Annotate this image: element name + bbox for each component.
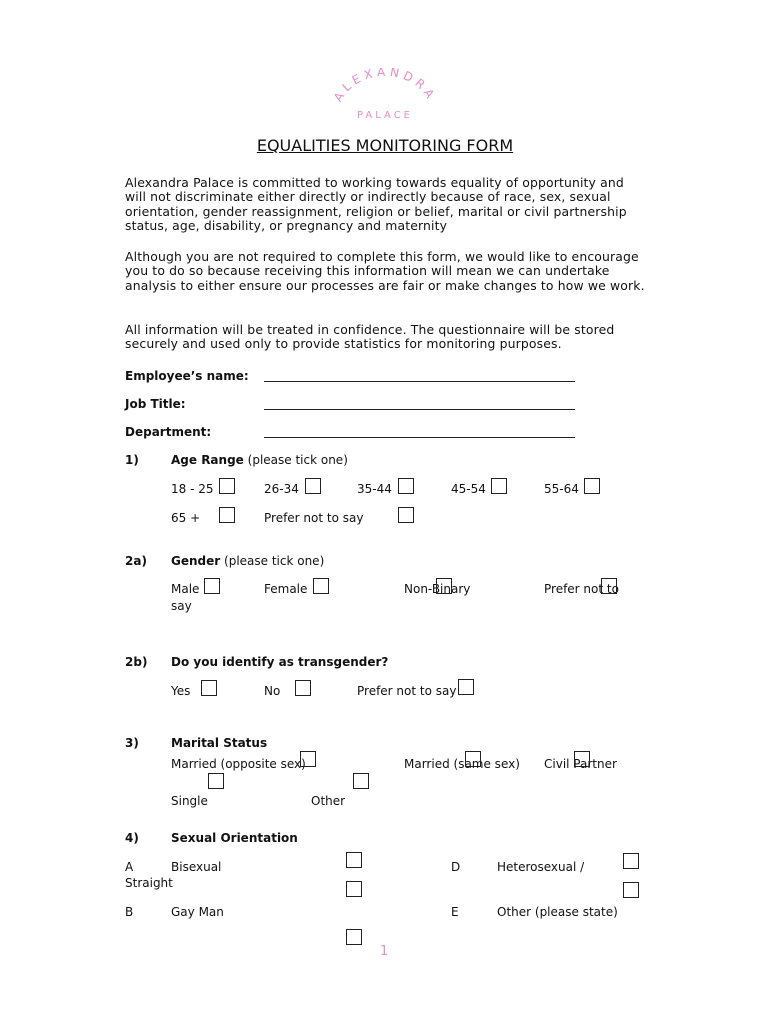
marital-married-same-checkbox[interactable] [465,751,481,767]
gender-option-label: Female [264,582,308,596]
orientation-option-label: Heterosexual / [497,860,585,874]
orientation-gay-man-checkbox[interactable] [346,881,362,897]
q2a-number: 2a) [125,554,147,568]
q2a-heading: Gender [171,554,221,568]
transgender-prefer-not-checkbox[interactable] [458,679,474,695]
marital-single-checkbox[interactable] [208,773,224,789]
q4-heading: Sexual Orientation [171,831,298,845]
q2a-heading-row [171,554,324,568]
orientation-heterosexual-checkbox[interactable] [623,853,639,869]
age-65-plus-checkbox[interactable] [219,507,235,523]
age-prefer-not-checkbox[interactable] [398,507,414,523]
age-option-label: 65 + [171,511,201,525]
gender-option-label: Prefer not to [544,582,619,596]
age-option-label: 26-34 [264,482,299,496]
marital-option-label: Married (opposite sex) [171,757,306,771]
intro-paragraph-3: All information will be treated in confidence. The questionnaire will be stored securely and used only to provide statistics for monitoring purposes. [125,322,615,352]
transgender-yes-checkbox[interactable] [201,680,217,696]
q1-heading-row [171,453,348,467]
orientation-option-label: Other (please state) [497,905,618,919]
orientation-extra-checkbox[interactable] [346,929,362,945]
q1-heading: Age Range [171,453,244,467]
age-option-label: 45-54 [451,482,486,496]
age-option-label: Prefer not to say [264,511,364,525]
marital-civil-partner-checkbox[interactable] [574,751,590,767]
alexandra-palace-logo [320,68,450,128]
transgender-option-label: Prefer not to say [357,684,457,698]
orientation-bisexual-checkbox[interactable] [346,852,362,868]
marital-married-opposite-checkbox[interactable] [300,751,316,767]
q3-number: 3) [125,736,139,750]
page-title: EQUALITIES MONITORING FORM [256,136,514,155]
intro-paragraph-2: Although you are not required to complete this form, we would like to encourage you to do so because receiving this information will mean we can undertake analysis to either ensure our processes are fair or make changes to how we work. [125,249,645,293]
marital-other-checkbox[interactable] [353,773,369,789]
q2a-note: (please tick one) [224,554,325,568]
logo-arc-text: ALEXANDRA [330,68,440,105]
orientation-letter: E [451,905,459,919]
q1-note: (please tick one) [247,453,348,467]
age-18-25-checkbox[interactable] [219,478,235,494]
q2b-heading: Do you identify as transgender? [171,655,389,669]
employee-name-field[interactable] [264,381,575,382]
gender-prefer-not-checkbox[interactable] [601,578,617,594]
employee-name-label: Employee’s name: [125,369,249,383]
department-field[interactable] [264,437,575,438]
q2b-number: 2b) [125,655,148,669]
q3-heading: Marital Status [171,736,268,750]
age-option-label: 35-44 [357,482,392,496]
marital-option-label: Civil Partner [544,757,617,771]
marital-option-label: Other [311,794,346,808]
transgender-no-checkbox[interactable] [295,680,311,696]
transgender-option-label: Yes [171,684,191,698]
marital-option-label: Single [171,794,208,808]
orientation-option-label: Straight [125,876,173,890]
transgender-option-label: No [264,684,281,698]
svg-text:ALEXANDRA [331,68,439,104]
gender-female-checkbox[interactable] [313,578,329,594]
age-option-label: 55-64 [544,482,579,496]
orientation-letter: B [125,905,134,919]
job-title-label: Job Title: [125,397,186,411]
gender-option-label: Non-Binary [404,582,471,596]
orientation-option-label: Bisexual [171,860,222,874]
gender-non-binary-checkbox[interactable] [436,578,452,594]
age-55-64-checkbox[interactable] [584,478,600,494]
orientation-other-checkbox[interactable] [623,882,639,898]
age-35-44-checkbox[interactable] [398,478,414,494]
gender-male-checkbox[interactable] [204,578,220,594]
age-option-label: 18 - 25 [171,482,214,496]
q4-number: 4) [125,831,139,845]
intro-paragraph-1: Alexandra Palace is committed to working towards equality of opportunity and will not discriminate either directly or indirectly because of race, sex, sexual orientation, gender reassignment, religion or belief, marital or civil partnership status, age, disability, or pregnancy and maternity [125,175,627,233]
gender-option-label: Male [171,582,200,596]
logo-sub-text: PALACE [357,110,413,121]
job-title-field[interactable] [264,409,575,410]
orientation-letter: D [451,860,461,874]
gender-option-label: say [171,599,192,613]
age-45-54-checkbox[interactable] [491,478,507,494]
page-number: 1 [380,944,389,959]
age-26-34-checkbox[interactable] [305,478,321,494]
orientation-option-label: Gay Man [171,905,224,919]
orientation-letter: A [125,860,134,874]
q1-number: 1) [125,453,139,467]
department-label: Department: [125,425,212,439]
marital-option-label: Married (same sex) [404,757,520,771]
